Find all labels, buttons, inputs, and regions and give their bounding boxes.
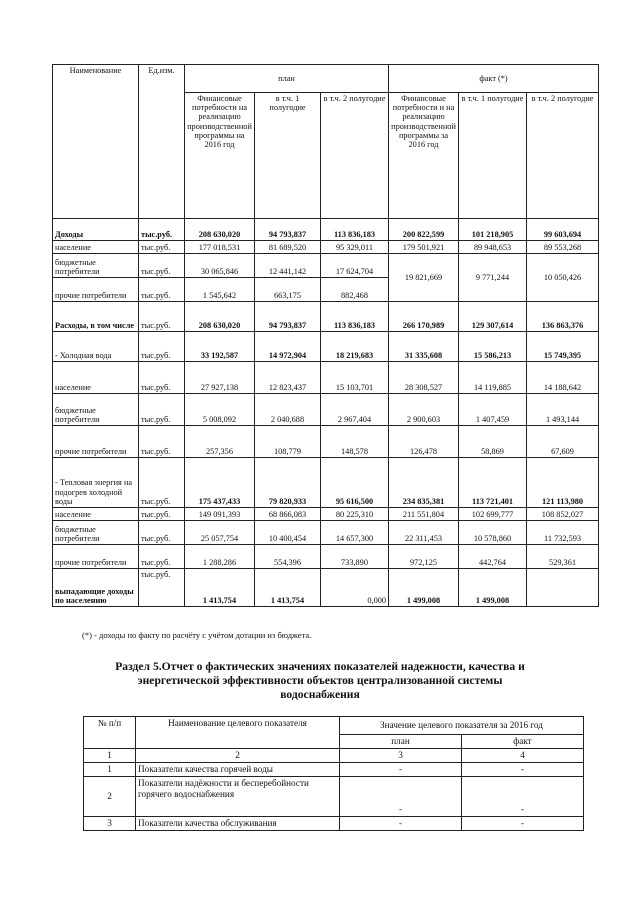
cell-value: 89 553,268 xyxy=(527,241,599,254)
table-row xyxy=(53,508,599,521)
row-label: Доходы xyxy=(53,219,139,241)
table-row xyxy=(53,426,599,458)
cell-value: 67,609 xyxy=(527,426,599,458)
cell-value: 108,779 xyxy=(255,426,321,458)
header-name: Наименование xyxy=(53,65,139,219)
cell-value: 1 499,008 xyxy=(389,569,459,607)
footnote: (*) - доходы по факту по расчёту с учётом дотации из бюджета. xyxy=(82,630,312,640)
header-fact-total: Финансовые потребности и на реализацию производственной программы за 2016 год xyxy=(389,93,459,219)
cell-value: 200 822,599 xyxy=(389,219,459,241)
row-unit: тыс.руб. xyxy=(139,545,185,569)
cell-value: 1 407,459 xyxy=(459,394,527,426)
table-row xyxy=(84,777,584,817)
row-label: прочие потребители xyxy=(53,278,139,302)
cell-value: 121 113,980 xyxy=(527,458,599,508)
cell-value: 257,356 xyxy=(185,426,255,458)
header-value: Значение целевого показателя за 2016 год xyxy=(340,717,584,735)
cell-value: 211 551,804 xyxy=(389,508,459,521)
cell-value: 1 493,144 xyxy=(527,394,599,426)
cell-value: 1 413,754 xyxy=(255,569,321,607)
cell-value: 33 192,587 xyxy=(185,332,255,362)
table-row xyxy=(53,569,599,607)
cell-value: 208 630,020 xyxy=(185,219,255,241)
row-label: прочие потребители xyxy=(53,545,139,569)
cell-value: 18 219,683 xyxy=(321,332,389,362)
row-unit: тыс.руб. xyxy=(139,426,185,458)
row-unit: тыс.руб. xyxy=(139,394,185,426)
cell-value: 2 900,603 xyxy=(389,394,459,426)
header-plan-total: Финансовые потребности на реализацию производственной программы на 2016 год xyxy=(185,93,255,219)
cell-value: 529,361 xyxy=(527,545,599,569)
cell-value: 102 699,777 xyxy=(459,508,527,521)
cell-value: 0,000 xyxy=(321,569,389,607)
column-number: 2 xyxy=(136,749,340,763)
cell-value: 113 721,401 xyxy=(459,458,527,508)
cell-value: 11 732,593 xyxy=(527,521,599,545)
cell-value: 1 413,754 xyxy=(185,569,255,607)
table-row xyxy=(84,817,584,831)
cell-value: 99 603,694 xyxy=(527,219,599,241)
cell-value: 68 866,083 xyxy=(255,508,321,521)
header-fact-h1: в т.ч. 1 полугодие xyxy=(459,93,527,219)
cell-value: 25 057,754 xyxy=(185,521,255,545)
cell-value-merged: 9 771,244 xyxy=(459,254,527,302)
cell-value: 1 288,286 xyxy=(185,545,255,569)
table-row xyxy=(53,332,599,362)
row-plan: - xyxy=(340,817,462,831)
cell-value: 94 793,837 xyxy=(255,219,321,241)
row-label: бюджетные потребители xyxy=(53,254,139,278)
cell-value: 2 040,688 xyxy=(255,394,321,426)
row-indicator-name: Показатели надёжности и бесперебойности горячего водоснабжения xyxy=(136,777,340,817)
cell-value: 148,578 xyxy=(321,426,389,458)
row-indicator-name: Показатели качества обслуживания xyxy=(136,817,340,831)
header-indicator-name: Наименование целевого показателя xyxy=(136,717,340,749)
header-plan-h2: в т.ч. 2 полугодие xyxy=(321,93,389,219)
cell-value: 31 335,608 xyxy=(389,332,459,362)
cell-value: 113 836,183 xyxy=(321,302,389,332)
cell-value: 15 749,395 xyxy=(527,332,599,362)
cell-value: 15 586,213 xyxy=(459,332,527,362)
cell-value: 108 852,027 xyxy=(527,508,599,521)
cell-value: 79 820,933 xyxy=(255,458,321,508)
table-row xyxy=(84,749,584,763)
row-unit: тыс.руб. xyxy=(139,332,185,362)
row-unit: тыс.руб. xyxy=(139,302,185,332)
header-fact: факт xyxy=(462,735,584,749)
row-unit: тыс.руб. xyxy=(139,241,185,254)
cell-value: 1 499,008 xyxy=(459,569,527,607)
cell-value: 80 225,310 xyxy=(321,508,389,521)
row-plan: - xyxy=(340,777,462,817)
header-fact-h2: в т.ч. 2 полугодие xyxy=(527,93,599,219)
header-plan: план xyxy=(185,65,389,93)
cell-value: 101 218,905 xyxy=(459,219,527,241)
table-row xyxy=(53,219,599,241)
indicators-table xyxy=(83,716,584,831)
cell-value: 5 008,092 xyxy=(185,394,255,426)
cell-value: 554,396 xyxy=(255,545,321,569)
cell-value-merged: 10 050,426 xyxy=(527,254,599,302)
row-plan: - xyxy=(340,763,462,777)
cell-value: 149 091,393 xyxy=(185,508,255,521)
row-label: выпадающие доходы по населению xyxy=(53,569,139,607)
row-unit: тыс.руб. xyxy=(139,219,185,241)
column-number: 3 xyxy=(340,749,462,763)
cell-value: 175 437,433 xyxy=(185,458,255,508)
row-label: - Холодная вода xyxy=(53,332,139,362)
row-num: 2 xyxy=(84,777,136,817)
cell-value: 208 630,020 xyxy=(185,302,255,332)
cell-value: 442,764 xyxy=(459,545,527,569)
header-fact: факт (*) xyxy=(389,65,599,93)
cell-value: 266 170,989 xyxy=(389,302,459,332)
table-row xyxy=(53,458,599,508)
row-fact: - xyxy=(462,777,584,817)
header-unit: Ед.изм. xyxy=(139,65,185,219)
finance-table xyxy=(52,64,599,607)
cell-value: 882,468 xyxy=(321,278,389,302)
column-number: 4 xyxy=(462,749,584,763)
cell-value: 94 793,837 xyxy=(255,302,321,332)
row-unit: тыс.руб. xyxy=(139,569,185,607)
cell-value: 27 927,138 xyxy=(185,362,255,394)
table-row xyxy=(53,545,599,569)
cell-value: 28 308,527 xyxy=(389,362,459,394)
cell-value: 81 689,520 xyxy=(255,241,321,254)
cell-value: 12 823,437 xyxy=(255,362,321,394)
cell-value: 136 863,376 xyxy=(527,302,599,332)
row-label: Расходы, в том числе xyxy=(53,302,139,332)
row-fact: - xyxy=(462,817,584,831)
row-label: - Тепловая энергия на подогрев холодной воды xyxy=(53,458,139,508)
cell-value: 234 835,381 xyxy=(389,458,459,508)
table-row xyxy=(53,521,599,545)
cell-value-merged: 19 821,669 xyxy=(389,254,459,302)
cell-value: 17 624,704 xyxy=(321,254,389,278)
row-unit: тыс.руб. xyxy=(139,508,185,521)
row-label: бюджетные потребители xyxy=(53,394,139,426)
table-row xyxy=(84,763,584,777)
cell-value: 14 657,300 xyxy=(321,521,389,545)
cell-value: 972,125 xyxy=(389,545,459,569)
row-unit: тыс.руб. xyxy=(139,521,185,545)
cell-value: 95 616,500 xyxy=(321,458,389,508)
table-row xyxy=(53,394,599,426)
row-num: 1 xyxy=(84,763,136,777)
cell-value: 2 967,404 xyxy=(321,394,389,426)
cell-value: 10 578,860 xyxy=(459,521,527,545)
section-title xyxy=(60,660,580,702)
cell-value: 15 103,701 xyxy=(321,362,389,394)
cell-value: 1 545,642 xyxy=(185,278,255,302)
cell-value: 14 188,642 xyxy=(527,362,599,394)
cell-value: 177 018,531 xyxy=(185,241,255,254)
cell-value xyxy=(527,569,599,607)
cell-value: 733,890 xyxy=(321,545,389,569)
cell-value: 12 441,142 xyxy=(255,254,321,278)
cell-value: 14 119,885 xyxy=(459,362,527,394)
row-label: прочие потребители xyxy=(53,426,139,458)
cell-value: 663,175 xyxy=(255,278,321,302)
cell-value: 89 948,653 xyxy=(459,241,527,254)
row-label: население xyxy=(53,241,139,254)
section-title-line: Раздел 5.Отчет о фактических значениях показателей надежности, качества и xyxy=(115,660,525,673)
row-label: население xyxy=(53,508,139,521)
row-unit: тыс.руб. xyxy=(139,254,185,278)
table-row xyxy=(53,302,599,332)
cell-value: 10 400,454 xyxy=(255,521,321,545)
table-row xyxy=(53,254,599,278)
row-label: бюджетные потребители xyxy=(53,521,139,545)
column-number: 1 xyxy=(84,749,136,763)
section-title-line: водоснабжения xyxy=(280,688,360,701)
cell-value: 126,478 xyxy=(389,426,459,458)
section-title-line: энергетической эффективности объектов централизованной системы xyxy=(137,674,503,687)
row-unit: тыс.руб. xyxy=(139,458,185,508)
cell-value: 113 836,183 xyxy=(321,219,389,241)
cell-value: 58,869 xyxy=(459,426,527,458)
cell-value: 14 972,904 xyxy=(255,332,321,362)
row-indicator-name: Показатели качества горячей воды xyxy=(136,763,340,777)
cell-value: 30 065,846 xyxy=(185,254,255,278)
row-num: 3 xyxy=(84,817,136,831)
header-plan-h1: в т.ч. 1 полугодие xyxy=(255,93,321,219)
row-unit: тыс.руб. xyxy=(139,278,185,302)
row-label: население xyxy=(53,362,139,394)
cell-value: 179 501,921 xyxy=(389,241,459,254)
header-num: № п/п xyxy=(84,717,136,749)
cell-value: 22 311,453 xyxy=(389,521,459,545)
cell-value: 129 307,614 xyxy=(459,302,527,332)
table-row xyxy=(53,362,599,394)
cell-value: 95 329,011 xyxy=(321,241,389,254)
header-plan: план xyxy=(340,735,462,749)
table-row xyxy=(53,241,599,254)
row-fact: - xyxy=(462,763,584,777)
row-unit: тыс.руб. xyxy=(139,362,185,394)
